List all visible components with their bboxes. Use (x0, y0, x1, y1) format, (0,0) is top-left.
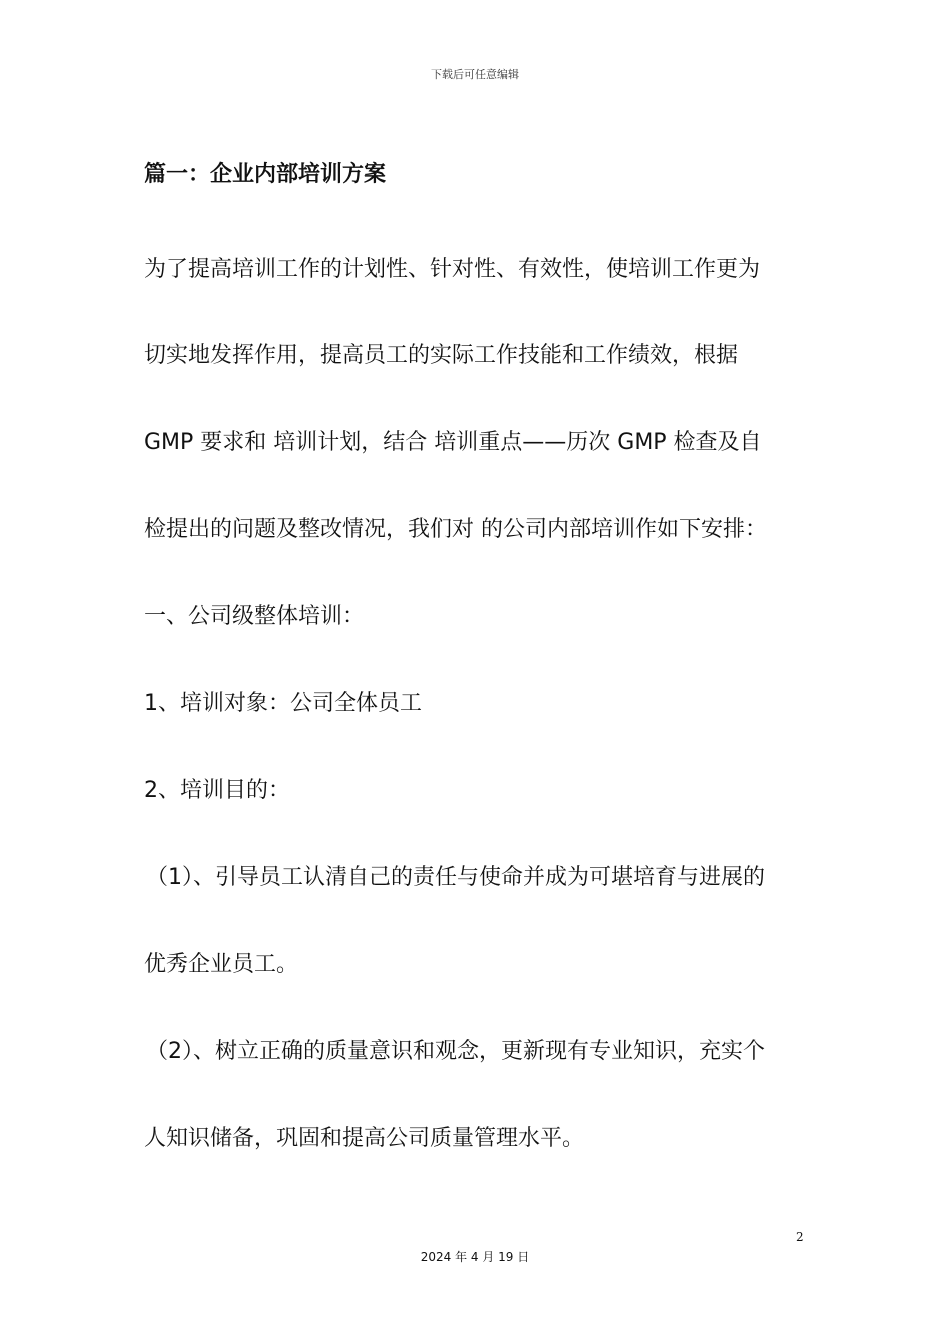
body-line: 检提出的问题及整改情况，我们对 的公司内部培训作如下安排： (144, 517, 767, 542)
body-line: 切实地发挥作用，提高员工的实际工作技能和工作绩效，根据 (144, 343, 739, 368)
body-line: 2、培训目的： (144, 778, 290, 803)
body-line: 为了提高培训工作的计划性、针对性、有效性，使培训工作更为 (144, 257, 761, 282)
body-line: （1）、引导员工认清自己的责任与使命并成为可堪培育与进展的 (146, 865, 765, 890)
body-line: 优秀企业员工。 (144, 952, 299, 977)
body-line: GMP 要求和 培训计划，结合 培训重点——历次 GMP 检查及自 (144, 430, 762, 455)
section-heading: 一、公司级整体培训： (144, 604, 365, 629)
body-line: （2）、树立正确的质量意识和观念，更新现有专业知识，充实个 (146, 1039, 765, 1064)
page-number: 2 (796, 1230, 804, 1244)
header-note: 下载后可任意编辑 (431, 68, 519, 81)
footer-date: 2024 年 4 月 19 日 (420, 1250, 530, 1264)
document-title: 篇一：企业内部培训方案 (144, 162, 387, 187)
body-line: 人知识储备，巩固和提高公司质量管理水平。 (144, 1126, 585, 1151)
body-line: 1、培训对象：公司全体员工 (144, 691, 422, 716)
